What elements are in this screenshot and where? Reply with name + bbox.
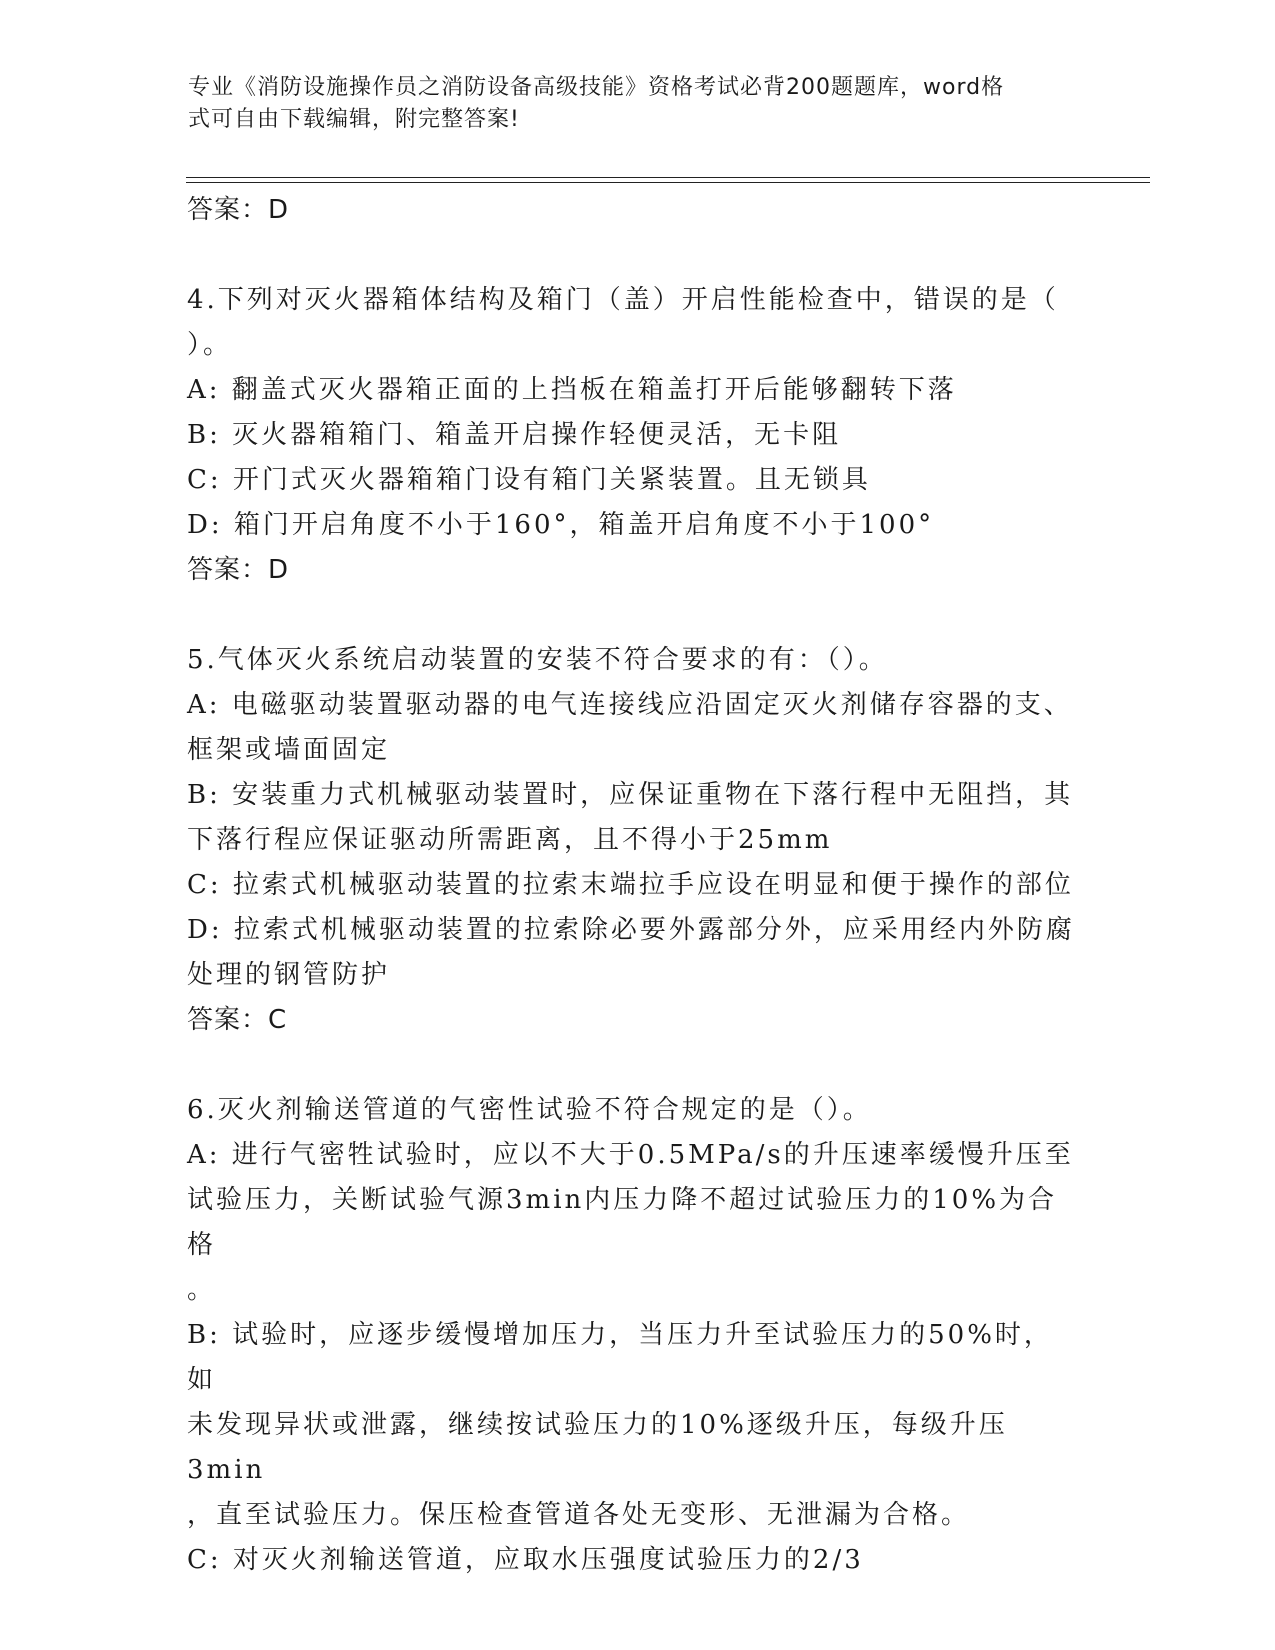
option-b-continued: 未发现异状或泄露，继续按试验压力的10%逐级升压，每级升压3min [187, 1410, 1008, 1485]
option-b: B: 灭火器箱箱门、箱盖开启操作轻便灵活，无卡阻 [187, 420, 842, 450]
option-b: B: 安装重力式机械驱动装置时，应保证重物在下落行程中无阻挡，其 [187, 780, 1074, 810]
option-a: A: 电磁驱动装置驱动器的电气连接线应沿固定灭火剂储存容器的支、 [187, 690, 1073, 720]
option-d: D: 拉索式机械驱动装置的拉索除必要外露部分外，应采用经内外防腐 [187, 915, 1075, 945]
header-divider [186, 182, 1150, 183]
option-c: C: 对灭火剂输送管道，应取水压强度试验压力的2/3 [187, 1545, 864, 1575]
option-b: B: 试验时，应逐步缓慢增加压力，当压力升至试验压力的50%时，如 [187, 1320, 1053, 1395]
question-stem: ）。 [187, 330, 233, 360]
option-b-continued: 下落行程应保证驱动所需距离，且不得小于25mm [187, 825, 833, 855]
document-header [188, 72, 1068, 136]
question-stem: 4.下列对灭火器箱体结构及箱门（盖）开启性能检查中，错误的是（ [187, 285, 1059, 315]
option-b-continued: ，直至试验压力。保压检查管道各处无变形、无泄漏为合格。 [187, 1500, 971, 1530]
spacer [187, 233, 1077, 278]
spacer [187, 593, 1077, 638]
option-a-continued: 。 [187, 1275, 217, 1305]
option-a: A: 进行气密牲试验时，应以不大于0.5MPa/s的升压速率缓慢升压至 [187, 1140, 1074, 1170]
header-divider [186, 177, 1150, 178]
option-d-continued: 处理的钢管防护 [187, 960, 391, 990]
option-a: A: 翻盖式灭火器箱正面的上挡板在箱盖打开后能够翻转下落 [187, 375, 957, 405]
question-block [187, 278, 1077, 593]
option-a-continued: 试验压力，关断试验气源3min内压力降不超过试验压力的10%为合格 [187, 1185, 1058, 1260]
header-line: 专业《消防设施操作员之消防设备高级技能》资格考试必背200题题库，word格 [188, 75, 1005, 100]
option-d: D: 箱门开启角度不小于160°，箱盖开启角度不小于100° [187, 510, 935, 540]
spacer [187, 1043, 1077, 1088]
answer-line: 答案：C [187, 1005, 288, 1035]
question-block [187, 638, 1077, 1043]
document-body [187, 188, 1077, 1583]
answer-line: 答案：D [187, 195, 290, 225]
question-stem: 6.灭火剂输送管道的气密性试验不符合规定的是（）。 [187, 1095, 872, 1125]
question-stem: 5.气体灭火系统启动装置的安装不符合要求的有：（）。 [187, 645, 888, 675]
header-line: 式可自由下载编辑，附完整答案! [188, 107, 520, 132]
option-a-continued: 框架或墙面固定 [187, 735, 391, 765]
answer-line: 答案：D [187, 555, 290, 585]
question-block [187, 1088, 1077, 1583]
option-c: C: 开门式灭火器箱箱门设有箱门关紧装置。且无锁具 [187, 465, 871, 495]
option-c: C: 拉索式机械驱动装置的拉索末端拉手应设在明显和便于操作的部位 [187, 870, 1074, 900]
